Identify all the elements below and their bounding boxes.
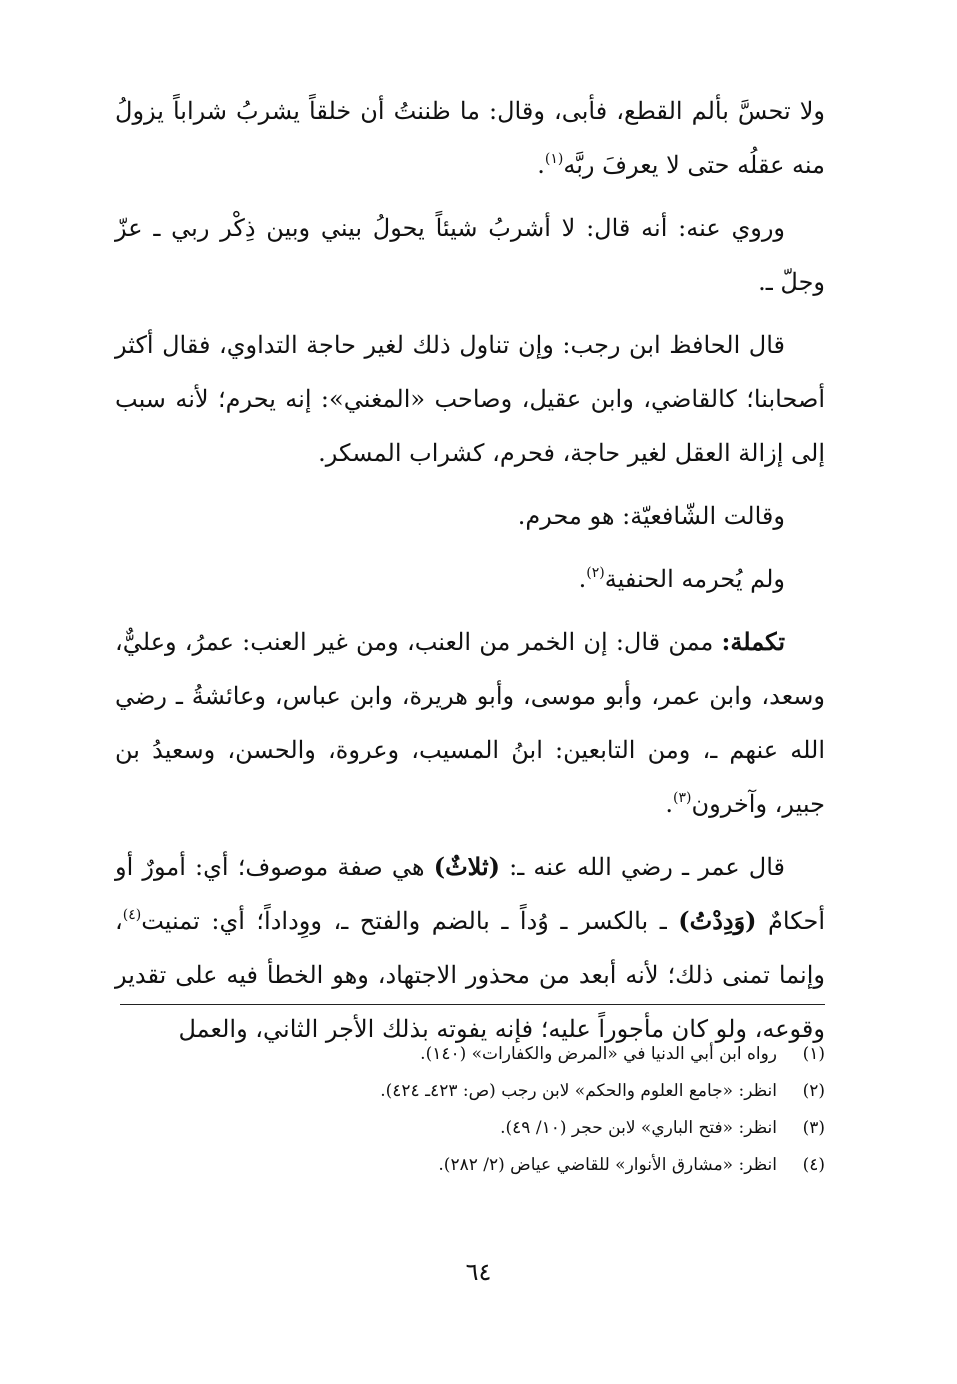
footnote-text: انظر: «مشارق الأنوار» للقاضي عياض (٢/ ٢٨٢). (438, 1155, 777, 1175)
paragraph-6-text: ممن قال: إن الخمر من العنب، ومن غير العنب: عمرُ، وعليٌّ، وسعد، وابن عمر، وأبو موسى، وأبو هريرة، وابن عباس، وعائشةُ ـ رضي الله عنهم ـ، ومن التابعين: ابنُ المسيب، وعروة، والحسن، وسعيدُ بن جبير، وآخرون (115, 628, 825, 818)
footnote-text: انظر: «جامع العلوم والحكم» لابن رجب (ص: ٤٢٣ـ ٤٢٤). (380, 1081, 777, 1101)
footnote-ref-2: (٢) (586, 565, 605, 582)
footnotes (115, 1036, 825, 1184)
paragraph-7-text-e: ، وإنما تمنى ذلك؛ لأنه أبعد من محذور الاجتهاد، وهو الخطأ فيه على تقدير وقوعه، ولو كان مأجوراً عليه؛ فإنه يفوته بذلك الأجر الثاني، والعمل (115, 907, 825, 1043)
paragraph-7-text-d: ـ بالكسر ـ وُداً ـ بالضم والفتح ـ، ووِداداً؛ أي: تمنيت (141, 907, 679, 935)
paragraph-6 (115, 615, 825, 831)
paragraph-1-text: ولا تحسَّ بألم القطع، فأبى، وقال: ما ظننتُ أن خلقاً يشربُ شراباً يزولُ منه عقلُه حتى لا يعرفَ ربَّه (115, 97, 825, 179)
footnote-number: (٤) (802, 1155, 825, 1175)
paragraph-7-text-a: قال عمر ـ رضي الله عنه ـ: (500, 853, 785, 881)
footnote-ref-4: (٤) (122, 907, 142, 924)
paragraph-6-end: . (665, 790, 674, 818)
paragraph-5-end: . (578, 565, 587, 593)
paragraph-2: وروي عنه: أنه قال: لا أشربُ شيئاً يحولُ بيني وبين ذِكْر ربي ـ عزّ وجلّ ـ. (115, 214, 825, 296)
paragraph-7-text-c: هي صفة موصوف؛ أي: أمورٌ أو أحكامٌ (115, 853, 825, 935)
footnote-item (115, 1073, 825, 1110)
hadith-word-2: (وَدِدْتُ) (678, 906, 757, 935)
footnote-item (115, 1036, 825, 1073)
section-label: تكملة: (721, 627, 785, 656)
paragraph-7 (115, 840, 825, 1056)
footnote-text: رواه ابن أبي الدنيا في «المرض والكفارات» (١٤٠). (420, 1044, 777, 1064)
footnote-ref-3: (٣) (673, 790, 692, 807)
footnote-item (115, 1110, 825, 1147)
paragraph-3: قال الحافظ ابن رجب: وإن تناول ذلك لغير حاجة التداوي، فقال أكثر أصحابنا؛ كالقاضي، وابن عقيل، وصاحب «المغني»: إنه يحرم؛ لأنه سبب إلى إزالة العقل لغير حاجة، فحرم، كشراب المسكر. (115, 331, 825, 467)
footnote-ref-1: (١) (544, 151, 564, 168)
footnote-number: (٢) (802, 1081, 825, 1101)
paragraph-4: وقالت الشّافعيّة: هو محرم. (517, 502, 785, 530)
footnote-text: انظر: «فتح الباري» لابن حجر (١٠/ ٤٩). (500, 1118, 777, 1138)
paragraph-5-text: ولم يُحرمه الحنفية (604, 565, 785, 593)
main-text (115, 84, 825, 1065)
footnote-number: (١) (802, 1044, 825, 1064)
page-number: ٦٤ (465, 1258, 492, 1286)
footnote-divider (120, 1004, 825, 1005)
paragraph-1 (115, 84, 825, 192)
paragraph-5 (115, 552, 825, 606)
footnote-number: (٣) (802, 1118, 825, 1138)
hadith-word-1: (ثلاثٌ) (433, 852, 501, 881)
footnote-item (115, 1147, 825, 1184)
paragraph-1-end: . (537, 151, 545, 179)
